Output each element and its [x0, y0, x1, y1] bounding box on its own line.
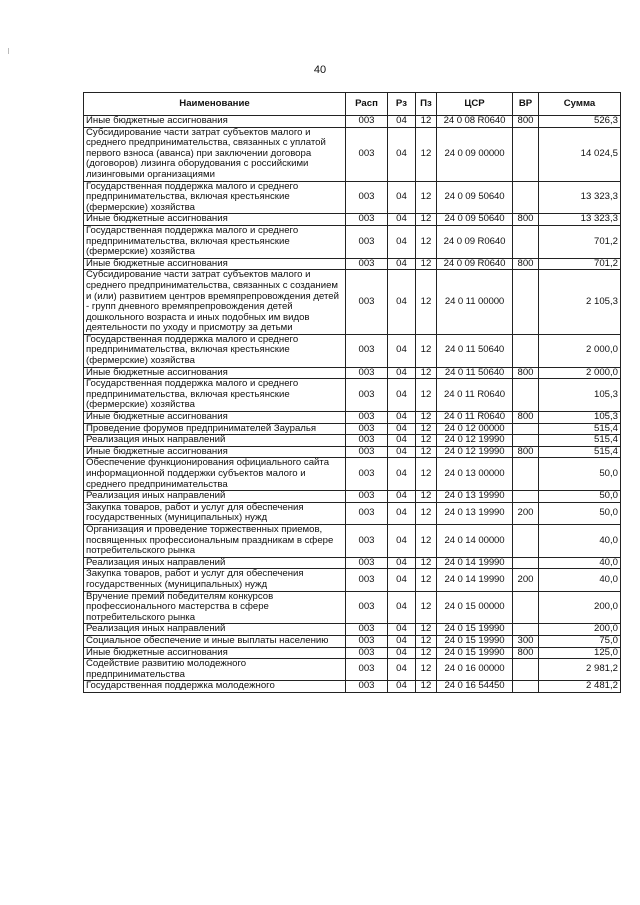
row-pz: 12 — [416, 524, 437, 557]
row-rz: 04 — [388, 367, 416, 379]
table-row — [84, 412, 621, 424]
table-row — [84, 334, 621, 367]
row-rasp: 003 — [346, 435, 388, 447]
row-csr: 24 0 15 00000 — [437, 591, 513, 624]
row-rasp: 003 — [346, 423, 388, 435]
row-name: Субсидирование части затрат субъектов малого и среднего предпринимательства, связанных с созданием и (или) развитием центров времяпрепровождения детей - групп дневного времяпрепровождения детей дошкольного возраста и иных подобных им видов деятельности по уходу и присмотру за детьми — [84, 270, 346, 335]
row-sum: 50,0 — [539, 458, 621, 491]
row-csr: 24 0 12 19990 — [437, 446, 513, 458]
row-vr — [513, 591, 539, 624]
table-row — [84, 127, 621, 181]
row-rz: 04 — [388, 214, 416, 226]
row-csr: 24 0 08 R0640 — [437, 116, 513, 128]
budget-table — [83, 92, 621, 693]
table-row — [84, 435, 621, 447]
row-rz: 04 — [388, 258, 416, 270]
row-pz: 12 — [416, 502, 437, 524]
row-sum: 200,0 — [539, 591, 621, 624]
row-name: Проведение форумов предпринимателей Зауралья — [84, 423, 346, 435]
row-rasp: 003 — [346, 647, 388, 659]
row-pz: 12 — [416, 334, 437, 367]
row-sum: 105,3 — [539, 412, 621, 424]
row-name: Государственная поддержка молодежного — [84, 681, 346, 693]
row-csr: 24 0 09 R0640 — [437, 258, 513, 270]
table-row — [84, 502, 621, 524]
row-vr — [513, 458, 539, 491]
row-csr: 24 0 14 00000 — [437, 524, 513, 557]
table-row — [84, 423, 621, 435]
row-pz: 12 — [416, 258, 437, 270]
table-row — [84, 681, 621, 693]
row-rasp: 003 — [346, 412, 388, 424]
row-vr: 800 — [513, 214, 539, 226]
row-vr — [513, 334, 539, 367]
row-rasp: 003 — [346, 181, 388, 214]
row-sum: 526,3 — [539, 116, 621, 128]
row-rz: 04 — [388, 591, 416, 624]
table-row — [84, 181, 621, 214]
row-sum: 515,4 — [539, 435, 621, 447]
row-sum: 40,0 — [539, 524, 621, 557]
row-vr — [513, 181, 539, 214]
row-csr: 24 0 13 19990 — [437, 502, 513, 524]
row-sum: 515,4 — [539, 446, 621, 458]
table-row — [84, 524, 621, 557]
row-vr — [513, 624, 539, 636]
row-vr — [513, 435, 539, 447]
row-rasp: 003 — [346, 214, 388, 226]
row-rz: 04 — [388, 435, 416, 447]
row-csr: 24 0 09 50640 — [437, 181, 513, 214]
row-csr: 24 0 16 54450 — [437, 681, 513, 693]
row-csr: 24 0 12 19990 — [437, 435, 513, 447]
row-sum: 13 323,3 — [539, 181, 621, 214]
row-rz: 04 — [388, 423, 416, 435]
row-rz: 04 — [388, 225, 416, 258]
row-name: Закупка товаров, работ и услуг для обеспечения государственных (муниципальных) нужд — [84, 569, 346, 591]
row-rz: 04 — [388, 181, 416, 214]
row-vr: 800 — [513, 116, 539, 128]
header-sum: Сумма — [539, 93, 621, 116]
row-name: Государственная поддержка малого и среднего предпринимательства, включая крестьянские (фермерские) хозяйства — [84, 225, 346, 258]
row-rz: 04 — [388, 270, 416, 335]
row-csr: 24 0 09 00000 — [437, 127, 513, 181]
row-pz: 12 — [416, 127, 437, 181]
row-name: Государственная поддержка малого и среднего предпринимательства, включая крестьянские (фермерские) хозяйства — [84, 379, 346, 412]
row-pz: 12 — [416, 569, 437, 591]
row-rz: 04 — [388, 502, 416, 524]
row-rz: 04 — [388, 647, 416, 659]
row-csr: 24 0 11 50640 — [437, 334, 513, 367]
row-name: Вручение премий победителям конкурсов профессионального мастерства в сфере потребительского рынка — [84, 591, 346, 624]
row-rz: 04 — [388, 557, 416, 569]
table-row — [84, 367, 621, 379]
row-sum: 200,0 — [539, 624, 621, 636]
row-pz: 12 — [416, 435, 437, 447]
row-rasp: 003 — [346, 681, 388, 693]
row-sum: 515,4 — [539, 423, 621, 435]
row-vr — [513, 225, 539, 258]
row-csr: 24 0 09 R0640 — [437, 225, 513, 258]
row-rz: 04 — [388, 624, 416, 636]
row-vr — [513, 557, 539, 569]
table-row — [84, 270, 621, 335]
row-name: Обеспечение функционирования официального сайта информационной поддержки субъектов малого и среднего предпринимательства — [84, 458, 346, 491]
row-pz: 12 — [416, 591, 437, 624]
row-sum: 105,3 — [539, 379, 621, 412]
row-pz: 12 — [416, 423, 437, 435]
row-vr — [513, 423, 539, 435]
table-row — [84, 258, 621, 270]
row-vr: 800 — [513, 647, 539, 659]
row-rasp: 003 — [346, 502, 388, 524]
row-pz: 12 — [416, 225, 437, 258]
table-row — [84, 591, 621, 624]
row-csr: 24 0 11 00000 — [437, 270, 513, 335]
row-rasp: 003 — [346, 659, 388, 681]
row-rasp: 003 — [346, 557, 388, 569]
row-pz: 12 — [416, 367, 437, 379]
row-csr: 24 0 15 19990 — [437, 624, 513, 636]
row-pz: 12 — [416, 446, 437, 458]
row-rz: 04 — [388, 412, 416, 424]
row-vr: 200 — [513, 569, 539, 591]
row-vr: 300 — [513, 635, 539, 647]
table-header-row — [84, 93, 621, 116]
table-row — [84, 446, 621, 458]
row-csr: 24 0 11 50640 — [437, 367, 513, 379]
row-pz: 12 — [416, 659, 437, 681]
row-name: Организация и проведение торжественных приемов, посвященных профессиональным праздникам в сфере потребительского рынка — [84, 524, 346, 557]
row-rz: 04 — [388, 446, 416, 458]
row-name: Иные бюджетные ассигнования — [84, 116, 346, 128]
row-name: Закупка товаров, работ и услуг для обеспечения государственных (муниципальных) нужд — [84, 502, 346, 524]
header-rz: Рз — [388, 93, 416, 116]
row-vr: 800 — [513, 258, 539, 270]
row-name: Реализация иных направлений — [84, 557, 346, 569]
row-rasp: 003 — [346, 270, 388, 335]
row-pz: 12 — [416, 458, 437, 491]
row-vr — [513, 127, 539, 181]
row-pz: 12 — [416, 214, 437, 226]
row-sum: 125,0 — [539, 647, 621, 659]
row-pz: 12 — [416, 557, 437, 569]
row-pz: 12 — [416, 681, 437, 693]
row-rz: 04 — [388, 569, 416, 591]
row-rz: 04 — [388, 681, 416, 693]
row-name: Иные бюджетные ассигнования — [84, 412, 346, 424]
row-rasp: 003 — [346, 379, 388, 412]
row-name: Содействие развитию молодежного предпринимательства — [84, 659, 346, 681]
row-pz: 12 — [416, 270, 437, 335]
row-pz: 12 — [416, 181, 437, 214]
row-csr: 24 0 12 00000 — [437, 423, 513, 435]
row-name: Иные бюджетные ассигнования — [84, 367, 346, 379]
row-name: Иные бюджетные ассигнования — [84, 214, 346, 226]
header-rasp: Расп — [346, 93, 388, 116]
header-name: Наименование — [84, 93, 346, 116]
row-rasp: 003 — [346, 458, 388, 491]
row-rz: 04 — [388, 379, 416, 412]
row-vr — [513, 379, 539, 412]
row-csr: 24 0 14 19990 — [437, 569, 513, 591]
row-sum: 14 024,5 — [539, 127, 621, 181]
row-rasp: 003 — [346, 635, 388, 647]
row-rz: 04 — [388, 458, 416, 491]
row-name: Субсидирование части затрат субъектов малого и среднего предпринимательства, связанных с уплатой первого взноса (аванса) при заключении договора (договоров) лизинга оборудования с российскими лизинговыми организациями — [84, 127, 346, 181]
row-rasp: 003 — [346, 334, 388, 367]
row-pz: 12 — [416, 379, 437, 412]
row-rz: 04 — [388, 127, 416, 181]
row-rz: 04 — [388, 659, 416, 681]
table-body — [84, 116, 621, 693]
row-rz: 04 — [388, 116, 416, 128]
row-rasp: 003 — [346, 367, 388, 379]
row-vr — [513, 524, 539, 557]
header-vr: ВР — [513, 93, 539, 116]
row-name: Реализация иных направлений — [84, 624, 346, 636]
row-sum: 50,0 — [539, 491, 621, 503]
header-pz: Пз — [416, 93, 437, 116]
row-rasp: 003 — [346, 446, 388, 458]
row-csr: 24 0 16 00000 — [437, 659, 513, 681]
row-pz: 12 — [416, 491, 437, 503]
row-sum: 75,0 — [539, 635, 621, 647]
row-pz: 12 — [416, 647, 437, 659]
row-sum: 2 000,0 — [539, 367, 621, 379]
row-rz: 04 — [388, 334, 416, 367]
row-rasp: 003 — [346, 524, 388, 557]
row-csr: 24 0 09 50640 — [437, 214, 513, 226]
table-row — [84, 458, 621, 491]
row-sum: 701,2 — [539, 258, 621, 270]
row-csr: 24 0 13 00000 — [437, 458, 513, 491]
scan-artifact — [8, 48, 9, 54]
row-csr: 24 0 13 19990 — [437, 491, 513, 503]
row-sum: 2 000,0 — [539, 334, 621, 367]
row-sum: 40,0 — [539, 569, 621, 591]
row-csr: 24 0 14 19990 — [437, 557, 513, 569]
table-row — [84, 569, 621, 591]
row-csr: 24 0 11 R0640 — [437, 412, 513, 424]
row-sum: 2 981,2 — [539, 659, 621, 681]
table-row — [84, 379, 621, 412]
row-vr — [513, 659, 539, 681]
row-name: Государственная поддержка малого и среднего предпринимательства, включая крестьянские (фермерские) хозяйства — [84, 181, 346, 214]
table-row — [84, 116, 621, 128]
header-csr: ЦСР — [437, 93, 513, 116]
table-row — [84, 557, 621, 569]
row-vr: 800 — [513, 367, 539, 379]
row-csr: 24 0 15 19990 — [437, 635, 513, 647]
row-rasp: 003 — [346, 569, 388, 591]
row-sum: 2 105,3 — [539, 270, 621, 335]
row-vr — [513, 270, 539, 335]
table-row — [84, 624, 621, 636]
row-name: Реализация иных направлений — [84, 491, 346, 503]
row-rasp: 003 — [346, 624, 388, 636]
row-rz: 04 — [388, 524, 416, 557]
table-row — [84, 659, 621, 681]
row-pz: 12 — [416, 116, 437, 128]
table-row — [84, 225, 621, 258]
row-sum: 13 323,3 — [539, 214, 621, 226]
row-pz: 12 — [416, 412, 437, 424]
row-name: Государственная поддержка малого и среднего предпринимательства, включая крестьянские (фермерские) хозяйства — [84, 334, 346, 367]
row-name: Социальное обеспечение и иные выплаты населению — [84, 635, 346, 647]
table-row — [84, 214, 621, 226]
table-row — [84, 647, 621, 659]
row-pz: 12 — [416, 624, 437, 636]
row-rz: 04 — [388, 635, 416, 647]
row-vr — [513, 491, 539, 503]
row-name: Иные бюджетные ассигнования — [84, 446, 346, 458]
table-row — [84, 635, 621, 647]
row-sum: 701,2 — [539, 225, 621, 258]
page-number: 40 — [313, 64, 327, 76]
row-rasp: 003 — [346, 225, 388, 258]
table-row — [84, 491, 621, 503]
row-vr: 800 — [513, 412, 539, 424]
row-name: Иные бюджетные ассигнования — [84, 647, 346, 659]
row-rasp: 003 — [346, 491, 388, 503]
row-rasp: 003 — [346, 258, 388, 270]
row-pz: 12 — [416, 635, 437, 647]
row-vr — [513, 681, 539, 693]
row-rz: 04 — [388, 491, 416, 503]
row-sum: 40,0 — [539, 557, 621, 569]
row-rasp: 003 — [346, 127, 388, 181]
row-sum: 2 481,2 — [539, 681, 621, 693]
row-name: Иные бюджетные ассигнования — [84, 258, 346, 270]
row-sum: 50,0 — [539, 502, 621, 524]
row-name: Реализация иных направлений — [84, 435, 346, 447]
row-vr: 800 — [513, 446, 539, 458]
row-csr: 24 0 15 19990 — [437, 647, 513, 659]
row-rasp: 003 — [346, 591, 388, 624]
row-vr: 200 — [513, 502, 539, 524]
row-csr: 24 0 11 R0640 — [437, 379, 513, 412]
row-rasp: 003 — [346, 116, 388, 128]
